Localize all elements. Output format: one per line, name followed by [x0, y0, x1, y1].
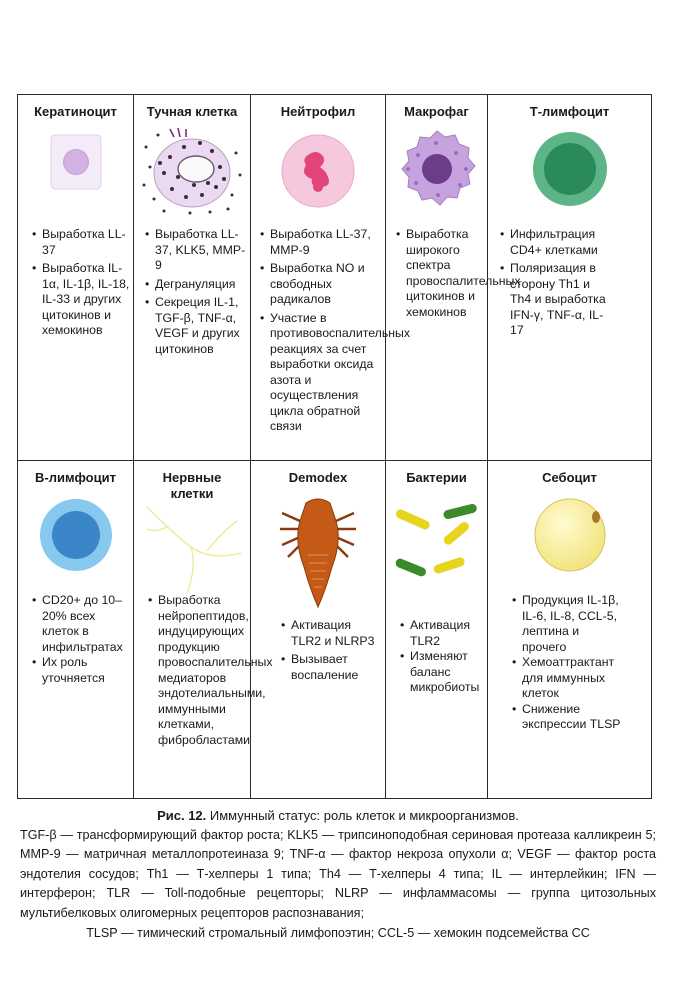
- cell-b-lymphocyte: [18, 461, 133, 798]
- list-item: • Вызывает воспаление: [281, 652, 381, 683]
- keratinocyte-icon: [41, 133, 111, 193]
- b-lymphocyte-icon: [36, 495, 116, 575]
- cell-t-lymphocyte: [488, 95, 651, 460]
- list-item: • Выработка LL-37: [32, 227, 130, 258]
- cell-bacteria: [386, 461, 487, 798]
- nerve-cells-icon: [137, 501, 247, 596]
- neutrophil-icon: [278, 131, 358, 211]
- cell-title: Demodex: [288, 470, 348, 485]
- list-item: • Их роль уточняется: [32, 655, 132, 686]
- cell-nerve-cells: [134, 461, 273, 798]
- list-item: • Активация TLR2: [400, 618, 486, 649]
- cell-mast-cell: [134, 95, 250, 460]
- cell-sebocyte: [488, 461, 651, 798]
- list-item: • Выработка широкого спектра провоспалительных цитокинов и хемокинов: [396, 227, 486, 320]
- bacteria-icon: [389, 491, 485, 601]
- cell-demodex: [251, 461, 385, 798]
- sebocyte-icon: [530, 495, 610, 575]
- cell-title: Нейтрофил: [280, 104, 356, 119]
- list-item: • Хемоаттрактант для иммунных клеток: [512, 655, 622, 702]
- cell-title: Тучная клетка: [146, 104, 238, 119]
- list-item: • Выработка LL-37, MMP-9: [260, 227, 383, 258]
- cell-title: Т-лимфоцит: [529, 104, 610, 119]
- cell-title: В-лимфоцит: [35, 470, 116, 485]
- list-item: • CD20+ до 10–20% всех клеток в инфильтратах: [32, 593, 132, 655]
- caption-title: Иммунный статус: роль клеток и микроорганизмов.: [206, 808, 519, 823]
- cell-macrophage: [386, 95, 521, 460]
- figure-table: [17, 94, 652, 799]
- cell-title: Нервные клетки: [162, 470, 222, 501]
- list-item: • Дегрануляция: [145, 277, 248, 293]
- mast-cell-icon: [140, 127, 244, 215]
- list-item: • Изменяют баланс микробиоты: [400, 649, 486, 696]
- caption-title-line: [20, 806, 656, 826]
- list-item: • Продукция IL-1β, IL-6, IL-8, CCL-5, лептина и прочего: [512, 593, 622, 655]
- list-item: • Выработка IL-1α, IL-1β, IL-18, IL-33 и других цитокинов и хемокинов: [32, 261, 130, 339]
- list-item: • Секреция IL-1, TGF-β, TNF-α, VEGF и других цитокинов: [145, 295, 248, 357]
- cell-title: Макрофаг: [404, 104, 469, 119]
- list-item: • Выработка NO и свободных радикалов: [260, 261, 383, 308]
- demodex-icon: [258, 491, 378, 611]
- list-item: • Участие в противовоспалительных реакциях за счет выработки оксида азота и осуществления цикла обратной связи: [260, 311, 383, 435]
- caption-label: Рис. 12.: [157, 808, 207, 823]
- list-item: • Выработка LL-37, KLK5, MMP-9: [145, 227, 248, 274]
- cell-neutrophil: [251, 95, 411, 460]
- cell-title: Себоцит: [542, 470, 597, 485]
- macrophage-icon: [394, 127, 480, 211]
- cell-keratinocyte: [18, 95, 133, 460]
- cell-title: Кератиноцит: [34, 104, 117, 119]
- list-item: • Снижение экспрессии TLSP: [512, 702, 622, 733]
- t-lymphocyte-icon: [530, 129, 610, 209]
- cell-title: Бактерии: [406, 470, 467, 485]
- figure-caption: [20, 806, 656, 943]
- table-border-right: [651, 94, 652, 799]
- list-item: • Активация TLR2 и NLRP3: [281, 618, 381, 649]
- list-item: • Инфильтрация CD4+ клетками: [500, 227, 612, 258]
- table-border-bottom: [17, 798, 652, 799]
- caption-last-line: TLSP — тимический стромальный лимфопоэтин; CCL-5 — хемокин подсемейства CC: [86, 925, 590, 940]
- caption-body: TGF-β — трансформирующий фактор роста; KLK5 — трипсиноподобная сериновая протеаза калликреин 5; MMP-9 — матричная металлопротеиназа 9; TNF-α — фактор некроза опухоли α; VEGF — фактор роста эндотелия сосудов; Th1 — Т-хелперы 1 типа; Th4 — Т-хелперы 4 типа; IL — интерлейкин; IFN — интерферон; TLR — Toll-подобные рецепторы; NLRP — инфламмасомы — группа цитозольных мультибелковых олигомерных рецепторов распознавания;: [20, 827, 656, 920]
- list-item: • Поляризация в сторону Th1 и Th4 и выработка IFN-γ, TNF-α, IL-17: [500, 261, 612, 339]
- list-item: • Выработка нейропептидов, индуцирующих продукцию провоспалительных медиаторов эндотелиальными, иммунными клетками, фибробластами: [148, 593, 250, 748]
